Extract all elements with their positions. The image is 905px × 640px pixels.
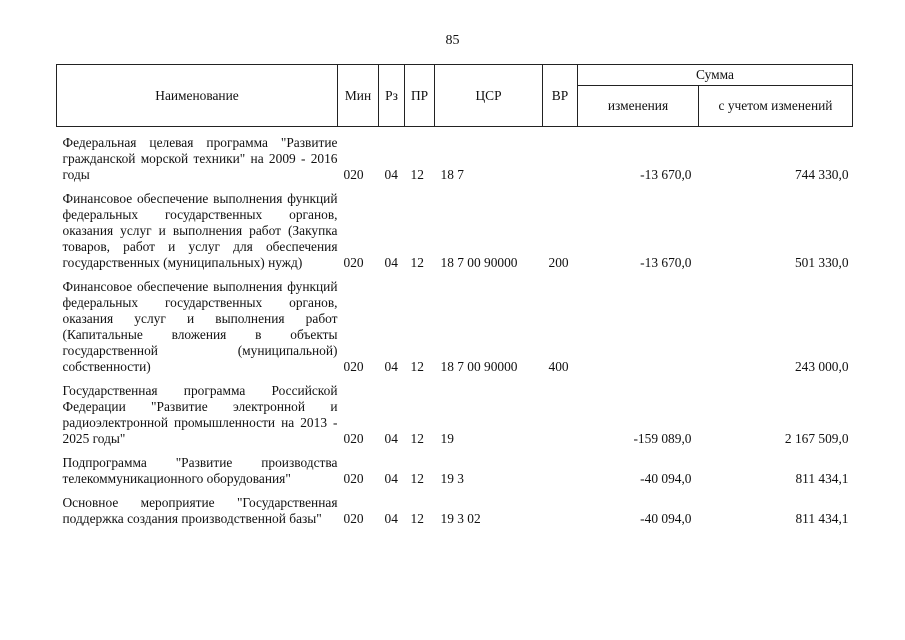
row-total: 811 434,1 [795,511,849,526]
row-vr [543,135,578,183]
row-vr: 200 [548,255,569,270]
row-rz: 04 [384,255,398,270]
row-change: -40 094,0 [640,511,692,526]
table-row [57,455,853,487]
table-header [57,65,853,127]
row-vr: 400 [548,359,569,374]
row-csr: 19 [440,431,454,446]
row-pr: 12 [410,431,424,446]
row-change: -159 089,0 [633,431,692,446]
row-pr: 12 [410,167,424,182]
row-pr: 12 [410,255,424,270]
table-row [57,191,853,271]
row-csr: 18 7 00 90000 [440,359,518,374]
row-min: 020 [343,471,364,486]
header-change: изменения [578,86,699,127]
row-total: 811 434,1 [795,471,849,486]
row-csr: 18 7 [440,167,464,182]
row-vr [543,455,578,487]
row-change: -13 670,0 [640,255,692,270]
row-name: Финансовое обеспечение выполнения функций федеральных государственных органов, оказания услуг и выполнения работ (Капитальные вложения в объекты государственной (муниципальной) собственности) [62,279,338,374]
row-name: Государственная программа Российской Федерации "Развитие электронной и радиоэлектронной промышленности на 2013 - 2025 годы" [62,383,338,446]
row-min: 020 [343,511,364,526]
header-rz: Рз [379,65,405,127]
header-vr: ВР [543,65,578,127]
row-rz: 04 [384,511,398,526]
row-rz: 04 [384,359,398,374]
budget-table [56,64,853,527]
row-csr: 19 3 02 [440,511,481,526]
row-name: Финансовое обеспечение выполнения функций федеральных государственных органов, оказания услуг и выполнения работ (Закупка товаров, работ и услуг для обеспечения государственных (муниципальных) нужд) [62,191,338,270]
row-rz: 04 [384,471,398,486]
row-vr [543,383,578,447]
header-total: с учетом изменений [699,86,853,127]
row-csr: 18 7 00 90000 [440,255,518,270]
table-row [57,135,853,183]
row-pr: 12 [410,471,424,486]
header-csr: ЦСР [435,65,543,127]
table-row [57,383,853,447]
row-min: 020 [343,255,364,270]
row-total: 744 330,0 [794,167,849,182]
row-total: 2 167 509,0 [784,431,849,446]
row-min: 020 [343,167,364,182]
row-name: Подпрограмма "Развитие производства телекоммуникационного оборудования" [62,455,338,486]
row-min: 020 [343,359,364,374]
row-name: Основное мероприятие "Государственная поддержка создания производственной базы" [62,495,338,526]
header-pr: ПР [405,65,435,127]
row-rz: 04 [384,167,398,182]
header-sum: Сумма [578,65,853,86]
row-min: 020 [343,431,364,446]
row-pr: 12 [410,511,424,526]
row-vr [543,495,578,527]
row-change [578,279,699,375]
row-change: -13 670,0 [640,167,692,182]
table-row [57,279,853,375]
header-min: Мин [338,65,379,127]
table-row [57,495,853,527]
row-total: 501 330,0 [794,255,849,270]
row-csr: 19 3 [440,471,464,486]
page-number: 85 [445,33,460,48]
header-name: Наименование [57,65,338,127]
row-rz: 04 [384,431,398,446]
table-body [57,127,853,528]
row-pr: 12 [410,359,424,374]
row-change: -40 094,0 [640,471,692,486]
row-total: 243 000,0 [794,359,849,374]
row-name: Федеральная целевая программа "Развитие гражданской морской техники" на 2009 - 2016 годы [62,135,338,182]
